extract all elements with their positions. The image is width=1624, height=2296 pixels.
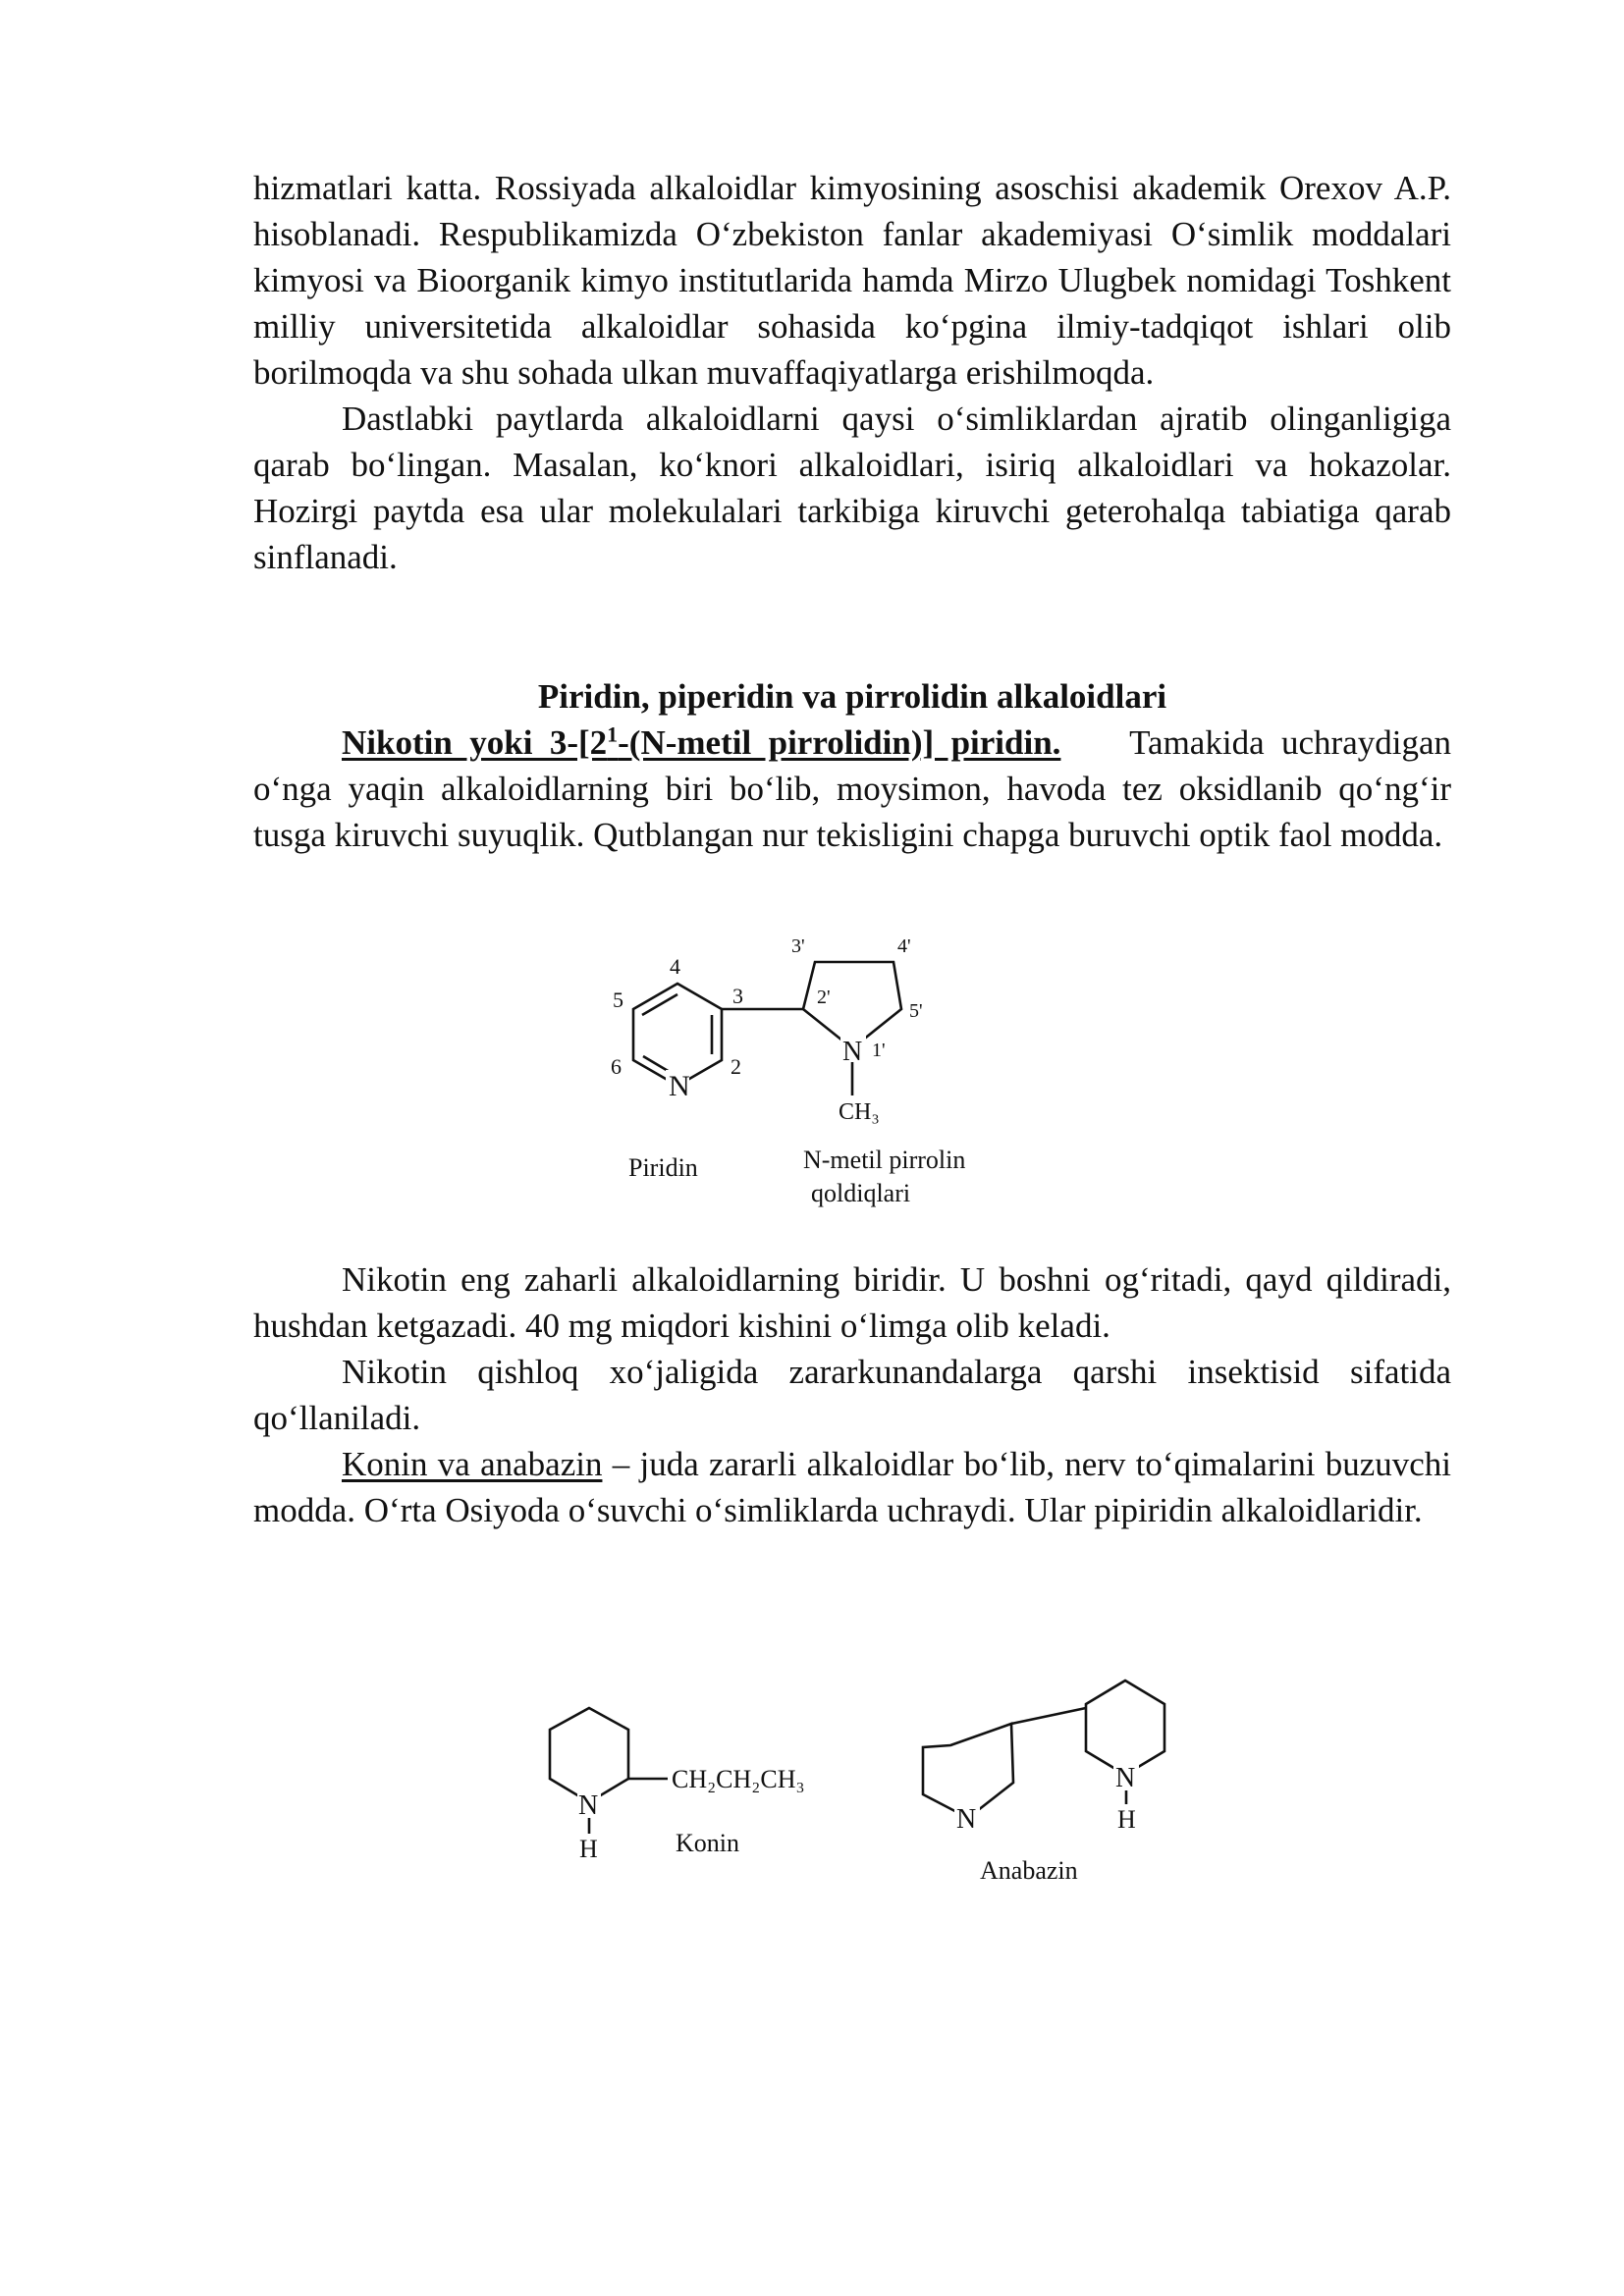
nicotine-term [342,723,1060,762]
nicotine-description: Tamakida uchraydigan o‘nga yaqin alkaloidlarning biri bo‘lib, moysimon, havoda tez oksidlanib qo‘ng‘ir tusga kiruvchi suyuqlik. Qutblangan nur tekisligini chapga buruvchi optik faol modda. [253,723,1451,854]
paragraph-2: Dastlabki paytlarda alkaloidlarni qaysi o‘simliklardan ajratib olinganligiga qarab bo‘lingan. Masalan, ko‘knori alkaloidlari, isiriq alkaloidlari va hokazolar. Hozirgi paytda esa ular molekulalari tarkibiga kiruvchi geterohalqa tabiatiga qarab sinflanadi. [253,400,1451,576]
pyrrolidine-number-3: 3' [791,935,805,957]
konin-anabazin-figure [530,1669,1198,1904]
pyridine-number-2: 2 [731,1054,741,1079]
konin-label: Konin [676,1829,739,1857]
pyridine-n-atom: N [669,1070,690,1102]
pyridine-number-3: 3 [732,984,743,1008]
paragraph-4: Nikotin qishloq xo‘jaligida zararkunandalarga qarshi insektisid sifatida qo‘llaniladi. [253,1353,1451,1437]
pyrrolidine-number-2: 2' [817,987,831,1008]
nicotine-term-sup: 1 [607,721,619,747]
text-block-top [253,165,1451,580]
konin-h-atom: H [579,1835,598,1863]
konin-n-atom: N [578,1790,599,1821]
anabazin-pyridine-n-atom: N [956,1804,977,1835]
nicotine-term-part1: Nikotin yoki 3-[2 [342,723,608,762]
nicotine-paragraph [253,720,1451,858]
konin-substituent: CH₂CH₂CH₃ [672,1765,805,1793]
pyrrolidine-caption-line1: N-metil pirrolin [803,1146,966,1174]
paragraph-3: Nikotin eng zaharli alkaloidlarning biridir. U boshni og‘ritadi, qayd qildiradi, hushdan ketgazadi. 40 mg miqdori kishini o‘limga olib keladi. [253,1260,1451,1345]
section-heading: Piridin, piperidin va pirrolidin alkaloidlari [537,677,1167,716]
paragraph-1: hizmatlari katta. Rossiyada alkaloidlar kimyosining asoschisi akademik Orexov A.P. hisoblanadi. Respublikamizda O‘zbekiston fanlar akademiyasi O‘simlik moddalari kimyosi va Bioorganik kimyo institutlarida hamda Mirzo Ulugbek nomidagi Toshkent milliy universitetida alkaloidlar sohasida ko‘pgina ilmiy-tadqiqot ishlari olib borilmoqda va shu sohada ulkan muvaffaqiyatlarga erishilmoqda. [253,169,1451,392]
konin-ring [550,1708,628,1802]
anabazin-piperidine-n-atom: N [1115,1763,1136,1793]
pyridine-caption: Piridin [628,1153,698,1182]
pyridine-number-5: 5 [613,988,623,1012]
nicotine-structure-figure [589,933,1041,1217]
konin-term: Konin va anabazin [342,1445,603,1483]
pyridine-number-4: 4 [670,954,680,979]
anabazin-label: Anabazin [980,1856,1078,1885]
anabazin-piperidine-ring [1086,1681,1164,1775]
pyrrolidine-number-4: 4' [897,935,911,957]
section-block [253,673,1451,858]
pyrrolidine-caption-line2: qoldiqlari [811,1179,911,1207]
konin-paragraph [253,1441,1451,1533]
pyrrolidine-number-5: 5' [909,1000,923,1022]
pyrrolidine-number-1: 1' [872,1040,886,1061]
pyridine-number-6: 6 [611,1054,622,1079]
text-block-bottom [253,1256,1451,1533]
pyridine-double-bond-1 [642,994,677,1015]
pyrrolidine-n-atom: N [842,1037,863,1067]
anabazin-link-bond [1011,1708,1086,1724]
methyl-group: CH₃ [839,1099,880,1125]
nicotine-term-part2: -(N-metil pirrolidin)] piridin. [618,723,1061,762]
konin-rest: – juda zararli alkaloidlar bo‘lib, nerv to‘qimalarini buzuvchi modda. O‘rta Osiyoda o‘suvchi o‘simliklarda uchraydi. Ular pipiridin alkaloidlaridir. [253,1445,1451,1529]
anabazin-h-atom: H [1117,1805,1136,1834]
